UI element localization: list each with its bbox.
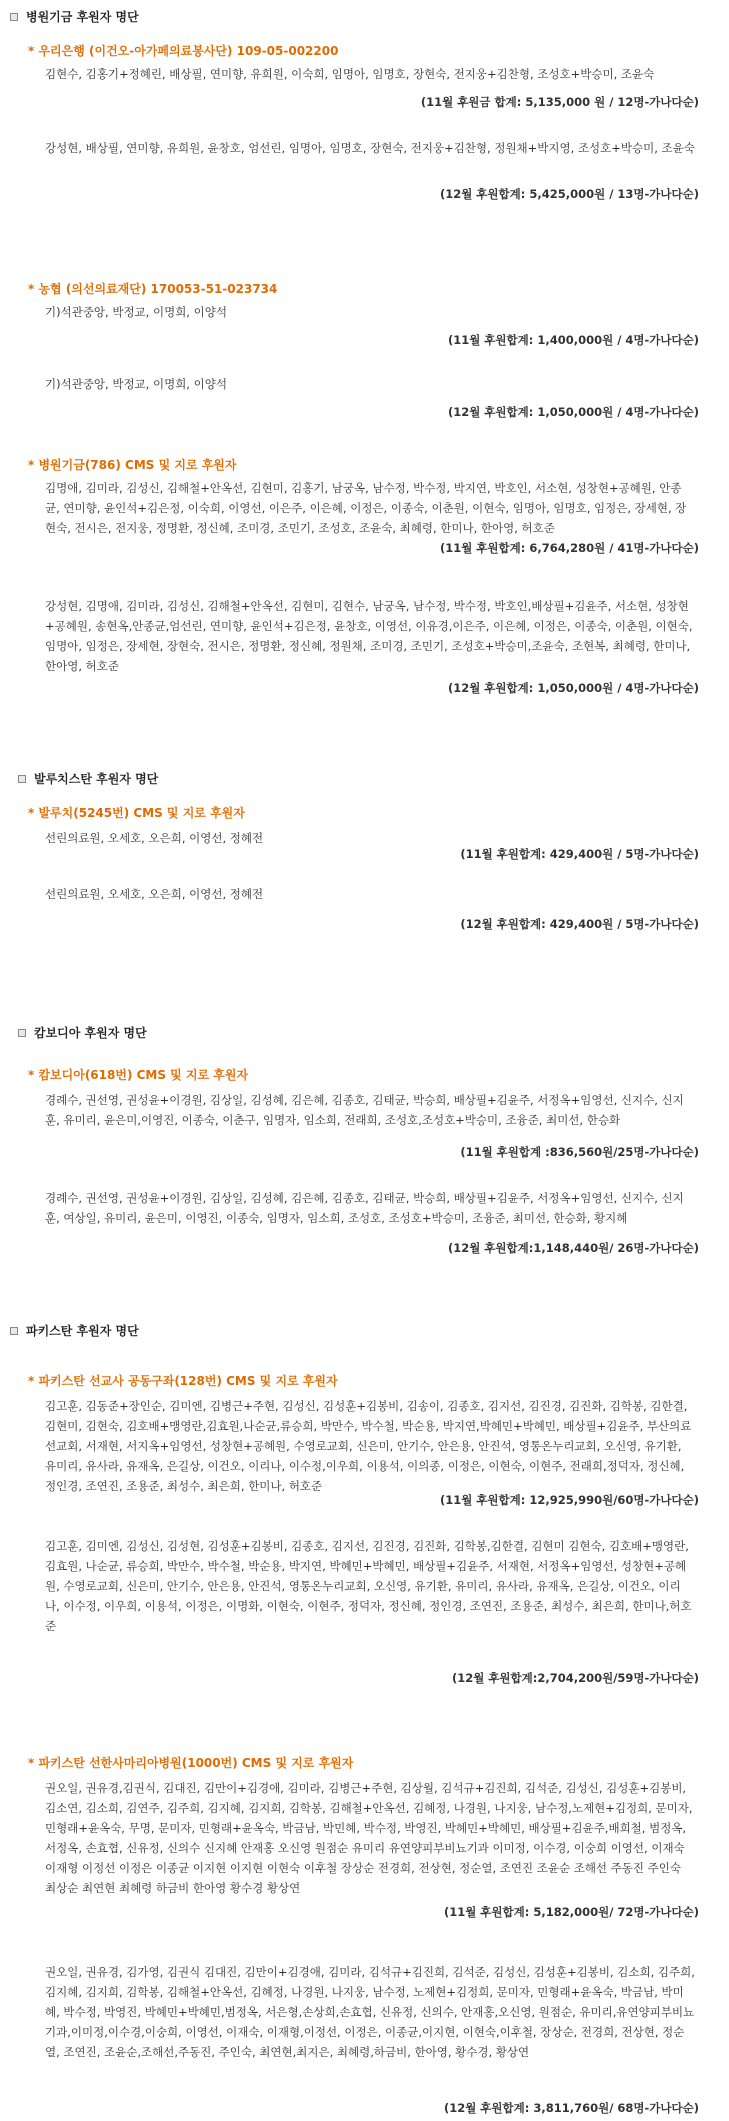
donor-list: 경례수, 권선영, 권성윤+이경원, 김상일, 김성혜, 김은혜, 김종호, 김태균, 박승희, 배상필+김윤주, 서정옥+임영선, 신지수, 신지훈, 여상일, 유미리, 윤은미, 이영진, 이종숙, 임명자, 임소희, 조성호, 조성호+박승미, 조융준, 최미선, 한승화, 황지혜 xyxy=(45,1191,684,1225)
group-heading-cambodia-cms: * 캄보디아(618번) CMS 및 지로 후원자 xyxy=(28,1068,249,1082)
donor-list: 경례수, 권선영, 권성윤+이경원, 김상일, 김성혜, 김은혜, 김종호, 김태균, 박승희, 배상필+김윤주, 서정옥+임영선, 신지수, 신지훈, 유미리, 윤은미,이영진, 이종숙, 이춘구, 임명자, 임소희, 전래희, 조성호,조성호+박승미, 조융준, 최미선, 한승화 xyxy=(45,1093,684,1127)
group-heading-hospital-cms: * 병원기금(786) CMS 및 지로 후원자 xyxy=(28,458,237,472)
donation-total: (12월 후원합계: 3,811,760원/ 68명-가나다순) xyxy=(443,2101,699,2115)
donation-total: (12월 후원합계:2,704,200원/59명-가나다순) xyxy=(451,1671,699,1685)
donation-total: (11월 후원합계: 5,182,000원/ 72명-가나다순) xyxy=(443,1905,699,1919)
donation-total: (11월 후원합계: 429,400원 / 5명-가나다순) xyxy=(460,847,699,861)
square-bullet-icon xyxy=(10,1327,18,1335)
section-title: 파키스탄 후원자 명단 xyxy=(26,1324,139,1338)
donor-list: 선린의료원, 오세호, 오은희, 이영선, 정혜전 xyxy=(45,887,264,901)
donation-total: (12월 후원합계: 5,425,000원 / 13명-가나다순) xyxy=(439,187,699,201)
section-heading-cambodia xyxy=(18,1024,147,1041)
group-heading-nonghyup: * 농협 (의선의료재단) 170053-51-023734 xyxy=(28,282,278,296)
section-heading-hospital-fund xyxy=(10,8,139,25)
donor-list: 강성현, 배상필, 연미향, 유희원, 윤창호, 엄선린, 임명아, 임명호, 장현숙, 전지웅+김찬형, 정원채+박지영, 조성호+박승미, 조윤숙 xyxy=(45,141,695,155)
donation-total: (11월 후원합계: 12,925,990원/60명-가나다순) xyxy=(439,1493,699,1507)
section-heading-pakistan xyxy=(10,1322,139,1339)
donor-list: 권오일, 권유경, 김가영, 김권식 김대진, 김만이+김경애, 김미라, 김석규+김진희, 김석준, 김성신, 김성훈+김봉비, 김소희, 김주희, 김지혜, 김지희, 김학봉, 김해철+안옥선, 김혜정, 나경원, 나지웅, 남수정, 노제현+김정희, 문미자, 민형래+윤옥숙, 박금남, 박미혜, 박수정, 박영진, 박혜민+박혜민,범정옥, 서은형,손상희,손효협, 신유정, 신의수, 안재홍,오신영, 원점순, 유미리,유연양피부비뇨기과,이미정,이수경,이숭희, 이영선, 이재숙, 이재형,이정선, 이정은, 이종균,이지현, 이현숙,이후철, 장상순, 전경희, 전상현, 정순열, 조연진, 조윤순,조해선,주동진, 주인숙, 최연현,최지은, 최혜령,하금비, 한아영, 황수경, 황상연 xyxy=(45,1965,695,2059)
donor-list: 김고훈, 김미엔, 김성신, 김성현, 김성훈+김봉비, 김종호, 김지선, 김진경, 김진화, 김학봉,김한결, 김현미 김현숙, 김호배+맹영란, 김효원, 나순균, 류승희, 박만수, 박수철, 박순용, 박지연, 박혜민+박혜민, 배상필+김윤주, 서재현, 서정옥+임영선, 성창현+공혜원, 수영로교회, 신은미, 안기수, 안은용, 안진석, 영통온누리교회, 오신영, 유기환, 유미리, 유사라, 유재옥, 은길상, 이건오, 이리나, 이수정, 이우희, 이용석, 이정은, 이명화, 이현숙, 이현주, 정덕자, 정신혜, 정인경, 조연진, 조용준, 최성수, 최은희, 한미나,허호준 xyxy=(45,1539,692,1633)
group-heading-baluchi-cms: * 발루치(5245번) CMS 및 지로 후원자 xyxy=(28,806,245,820)
donor-list: 김현수, 김홍기+정혜린, 배상필, 연미향, 유희원, 이숙희, 임명아, 임명호, 장현숙, 전지웅+김찬형, 조성호+박승미, 조윤숙 xyxy=(45,67,655,81)
group-heading-samaritan-hospital: * 파키스탄 선한사마리아병원(1000번) CMS 및 지로 후원자 xyxy=(28,1756,354,1770)
donation-total: (12월 후원합계:1,148,440원/ 26명-가나다순) xyxy=(447,1241,699,1255)
donor-list: 김명애, 김미라, 김성신, 김해철+안옥선, 김현미, 김홍기, 남궁옥, 남수정, 박수정, 박지연, 박호인, 서소현, 성창현+공혜원, 안종균, 연미향, 윤인석+김은정, 이숙희, 이영선, 이은주, 이은혜, 이정은, 이종숙, 이춘원, 이현숙, 임명아, 임명호, 임정은, 장세현, 장현숙, 전시은, 전지웅, 정명환, 정신혜, 조미경, 조민기, 조성호, 조윤숙, 최혜령, 한미나, 한아영, 허호준 xyxy=(45,481,687,535)
donation-total: (11월 후원합계: 6,764,280원 / 41명-가나다순) xyxy=(439,541,699,555)
donor-list: 권오일, 권유경,김권식, 김대진, 김만이+김경애, 김미라, 김병근+주현, 김상월, 김석규+김진희, 김석준, 김성신, 김성훈+김봉비, 김소연, 김소희, 김연주, 김주희, 김지혜, 김지희, 김학봉, 김해철+안옥선, 김혜정, 나경원, 나지웅, 남수정,노제현+김정희, 문미자, 민형래+윤옥숙, 무명, 문미자, 민형래+윤옥숙, 박금남, 박민혜, 박수정, 박영진, 박혜민+박혜민, 배상필+김윤주,배희철, 범정옥, 서정옥, 손효협, 신유정, 신의수 신지혜 안재홍 오신영 원점순 유미리 유연양피부비뇨기과 이미정, 이수경, 이숭희 이영선, 이재숙 이재형 이정선 이정은 이종균 이지현 이지현 이현숙 이후철 장상순 전경희, 전상현, 정순열, 조연진 조윤순 조해선 주동진 주인숙 최상순 최연현 최혜령 하금비 한아영 황수경 황상연 xyxy=(45,1781,693,1895)
donation-total: (11월 후원금 합계: 5,135,000 원 / 12명-가나다순) xyxy=(420,95,699,109)
donation-total: (11월 후원합계 :836,560원/25명-가나다순) xyxy=(460,1145,699,1159)
donor-list: 기)석관중앙, 박정교, 이명희, 이양석 xyxy=(45,305,227,319)
donation-total: (12월 후원합계: 1,050,000원 / 4명-가나다순) xyxy=(447,681,699,695)
donor-list: 강성현, 김명애, 김미라, 김성신, 김해철+안옥선, 김현미, 김현수, 남궁옥, 남수정, 박수정, 박호인,배상필+김윤주, 서소현, 성창현+공혜원, 송현옥,안종균,엄선린, 연미향, 윤인석+김은정, 윤창호, 이영선, 이유경,이은주, 이은혜, 이정은, 이종숙, 이춘원, 이현숙,임명아, 임정은, 장세현, 장현숙, 전시은, 정명환, 정신혜, 정원채, 조미경, 조민기, 조성호+박승미,조윤숙, 조현복, 최혜령, 한미나, 한아영, 허호준 xyxy=(45,599,693,673)
donor-list: 기)석관중앙, 박정교, 이명희, 이양석 xyxy=(45,377,227,391)
section-title: 발루치스탄 후원자 명단 xyxy=(34,772,159,786)
group-heading-woori-bank: * 우리은행 (이건오-아가페의료봉사단) 109-05-002200 xyxy=(28,44,339,58)
donation-total: (12월 후원합계: 1,050,000원 / 4명-가나다순) xyxy=(447,405,699,419)
square-bullet-icon xyxy=(18,775,26,783)
square-bullet-icon xyxy=(10,13,18,21)
section-heading-balochistan xyxy=(18,770,158,787)
section-title: 병원기금 후원자 명단 xyxy=(26,10,139,24)
group-heading-pakistan-shared: * 파키스탄 선교사 공동구좌(128번) CMS 및 지로 후원자 xyxy=(28,1374,338,1388)
donation-total: (11월 후원합계: 1,400,000원 / 4명-가나다순) xyxy=(447,333,699,347)
donor-list: 선린의료원, 오세호, 오은희, 이영선, 정혜전 xyxy=(45,831,264,845)
section-title: 캄보디아 후원자 명단 xyxy=(34,1026,147,1040)
donation-total: (12월 후원합계: 429,400원 / 5명-가나다순) xyxy=(460,917,699,931)
square-bullet-icon xyxy=(18,1029,26,1037)
donor-list: 김고훈, 김동준+장인순, 김미엔, 김병근+주현, 김성신, 김성훈+김봉비, 김송이, 김종호, 김지선, 김진경, 김진화, 김학봉, 김한결, 김현미, 김현숙, 김호배+맹영란,김효원,나순균,류승희, 박만수, 박수철, 박순용, 박지연,박혜민+박혜민, 배상필+김윤주, 부산의료선교회, 서재현, 서지옥+임영선, 성창현+공혜원, 수영로교회, 신은미, 안기수, 안은용, 안진석, 영통온누리교회, 오신영, 유기환, 유미리, 유사라, 유재옥, 은길상, 이건오, 이리나, 이수정,이우희, 이용석, 이의종, 이정은, 이현숙, 이현주, 전래희,정덕자, 정신혜, 정인경, 조연진, 조용준, 최성수, 최은희, 한미나, 허호준 xyxy=(45,1399,692,1493)
